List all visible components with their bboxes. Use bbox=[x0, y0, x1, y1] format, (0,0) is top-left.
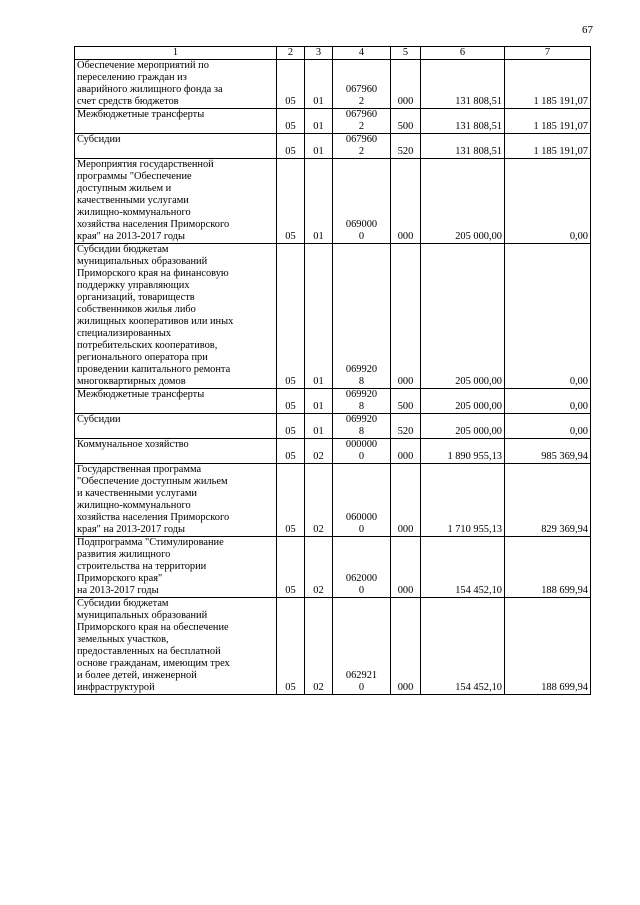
amount-year2-cell: 188 699,94 bbox=[505, 598, 591, 695]
amount-year1-cell: 1 890 955,13 bbox=[421, 439, 505, 464]
table-row bbox=[75, 109, 591, 134]
table-row bbox=[75, 598, 591, 695]
item-name-cell: Коммунальное хозяйство bbox=[75, 439, 277, 464]
subsection-code-cell: 01 bbox=[305, 60, 333, 109]
table-row bbox=[75, 414, 591, 439]
subsection-code-cell: 01 bbox=[305, 244, 333, 389]
page-number: 67 bbox=[582, 24, 593, 36]
header-cell: 7 bbox=[505, 47, 591, 60]
expense-type-cell: 500 bbox=[391, 109, 421, 134]
subsection-code-cell: 02 bbox=[305, 464, 333, 537]
amount-year2-cell: 0,00 bbox=[505, 389, 591, 414]
amount-year1-cell: 205 000,00 bbox=[421, 414, 505, 439]
amount-year1-cell: 205 000,00 bbox=[421, 159, 505, 244]
item-name-cell: Обеспечение мероприятий по переселению граждан из аварийного жилищного фонда за счет средств бюджетов bbox=[75, 60, 277, 109]
subsection-code-cell: 01 bbox=[305, 159, 333, 244]
header-cell: 5 bbox=[391, 47, 421, 60]
expense-type-cell: 000 bbox=[391, 464, 421, 537]
section-code-cell: 05 bbox=[277, 60, 305, 109]
amount-year2-cell: 0,00 bbox=[505, 244, 591, 389]
target-article-cell: 069000 0 bbox=[333, 159, 391, 244]
target-article-cell: 062921 0 bbox=[333, 598, 391, 695]
amount-year1-cell: 131 808,51 bbox=[421, 134, 505, 159]
subsection-code-cell: 01 bbox=[305, 109, 333, 134]
header-cell: 2 bbox=[277, 47, 305, 60]
header-cell: 3 bbox=[305, 47, 333, 60]
item-name-cell: Субсидии бюджетам муниципальных образований Приморского края на обеспечение земельных участков, предоставленных на бесплатной основе гражданам, имеющим трех и более детей, инженерной инфраструктурой bbox=[75, 598, 277, 695]
expense-type-cell: 520 bbox=[391, 414, 421, 439]
amount-year2-cell: 985 369,94 bbox=[505, 439, 591, 464]
amount-year1-cell: 131 808,51 bbox=[421, 109, 505, 134]
amount-year2-cell: 829 369,94 bbox=[505, 464, 591, 537]
item-name-cell: Мероприятия государственной программы "Обеспечение доступным жильем и качественными услугами жилищно-коммунального хозяйства населения Приморского края" на 2013-2017 годы bbox=[75, 159, 277, 244]
item-name-cell: Межбюджетные трансферты bbox=[75, 109, 277, 134]
table-row bbox=[75, 244, 591, 389]
table-row bbox=[75, 464, 591, 537]
expense-type-cell: 520 bbox=[391, 134, 421, 159]
target-article-cell: 067960 2 bbox=[333, 134, 391, 159]
amount-year2-cell: 188 699,94 bbox=[505, 537, 591, 598]
target-article-cell: 000000 0 bbox=[333, 439, 391, 464]
header-cell: 4 bbox=[333, 47, 391, 60]
target-article-cell: 067960 2 bbox=[333, 109, 391, 134]
section-code-cell: 05 bbox=[277, 414, 305, 439]
target-article-cell: 069920 8 bbox=[333, 414, 391, 439]
amount-year2-cell: 1 185 191,07 bbox=[505, 109, 591, 134]
subsection-code-cell: 01 bbox=[305, 134, 333, 159]
expense-type-cell: 000 bbox=[391, 598, 421, 695]
section-code-cell: 05 bbox=[277, 537, 305, 598]
target-article-cell: 062000 0 bbox=[333, 537, 391, 598]
item-name-cell: Государственная программа "Обеспечение доступным жильем и качественными услугами жилищно-коммунального хозяйства населения Приморского края" на 2013-2017 годы bbox=[75, 464, 277, 537]
section-code-cell: 05 bbox=[277, 598, 305, 695]
subsection-code-cell: 02 bbox=[305, 598, 333, 695]
subsection-code-cell: 02 bbox=[305, 439, 333, 464]
target-article-cell: 060000 0 bbox=[333, 464, 391, 537]
section-code-cell: 05 bbox=[277, 389, 305, 414]
item-name-cell: Субсидии bbox=[75, 414, 277, 439]
target-article-cell: 069920 8 bbox=[333, 389, 391, 414]
expense-type-cell: 500 bbox=[391, 389, 421, 414]
table-row bbox=[75, 60, 591, 109]
section-code-cell: 05 bbox=[277, 134, 305, 159]
amount-year2-cell: 0,00 bbox=[505, 159, 591, 244]
table-row bbox=[75, 439, 591, 464]
amount-year1-cell: 154 452,10 bbox=[421, 598, 505, 695]
expense-type-cell: 000 bbox=[391, 537, 421, 598]
amount-year1-cell: 154 452,10 bbox=[421, 537, 505, 598]
expense-type-cell: 000 bbox=[391, 159, 421, 244]
item-name-cell: Подпрограмма "Стимулирование развития жилищного строительства на территории Приморского края" на 2013-2017 годы bbox=[75, 537, 277, 598]
expense-type-cell: 000 bbox=[391, 60, 421, 109]
header-row bbox=[75, 47, 591, 60]
budget-table bbox=[74, 46, 591, 695]
header-cell: 1 bbox=[75, 47, 277, 60]
table-row bbox=[75, 134, 591, 159]
amount-year2-cell: 1 185 191,07 bbox=[505, 60, 591, 109]
item-name-cell: Межбюджетные трансферты bbox=[75, 389, 277, 414]
header-cell: 6 bbox=[421, 47, 505, 60]
amount-year1-cell: 1 710 955,13 bbox=[421, 464, 505, 537]
amount-year1-cell: 205 000,00 bbox=[421, 244, 505, 389]
target-article-cell: 067960 2 bbox=[333, 60, 391, 109]
table-row bbox=[75, 159, 591, 244]
item-name-cell: Субсидии бюджетам муниципальных образований Приморского края на финансовую поддержку управляющих организаций, товариществ собственников жилья либо жилищных кооперативов или иных специализированных потребительских кооперативов, регионального оператора при проведении капитального ремонта многоквартирных домов bbox=[75, 244, 277, 389]
item-name-cell: Субсидии bbox=[75, 134, 277, 159]
amount-year1-cell: 205 000,00 bbox=[421, 389, 505, 414]
amount-year1-cell: 131 808,51 bbox=[421, 60, 505, 109]
expense-type-cell: 000 bbox=[391, 244, 421, 389]
subsection-code-cell: 02 bbox=[305, 537, 333, 598]
expense-type-cell: 000 bbox=[391, 439, 421, 464]
amount-year2-cell: 1 185 191,07 bbox=[505, 134, 591, 159]
target-article-cell: 069920 8 bbox=[333, 244, 391, 389]
section-code-cell: 05 bbox=[277, 439, 305, 464]
subsection-code-cell: 01 bbox=[305, 389, 333, 414]
subsection-code-cell: 01 bbox=[305, 414, 333, 439]
section-code-cell: 05 bbox=[277, 159, 305, 244]
section-code-cell: 05 bbox=[277, 109, 305, 134]
amount-year2-cell: 0,00 bbox=[505, 414, 591, 439]
section-code-cell: 05 bbox=[277, 244, 305, 389]
table-row bbox=[75, 537, 591, 598]
table-row bbox=[75, 389, 591, 414]
section-code-cell: 05 bbox=[277, 464, 305, 537]
